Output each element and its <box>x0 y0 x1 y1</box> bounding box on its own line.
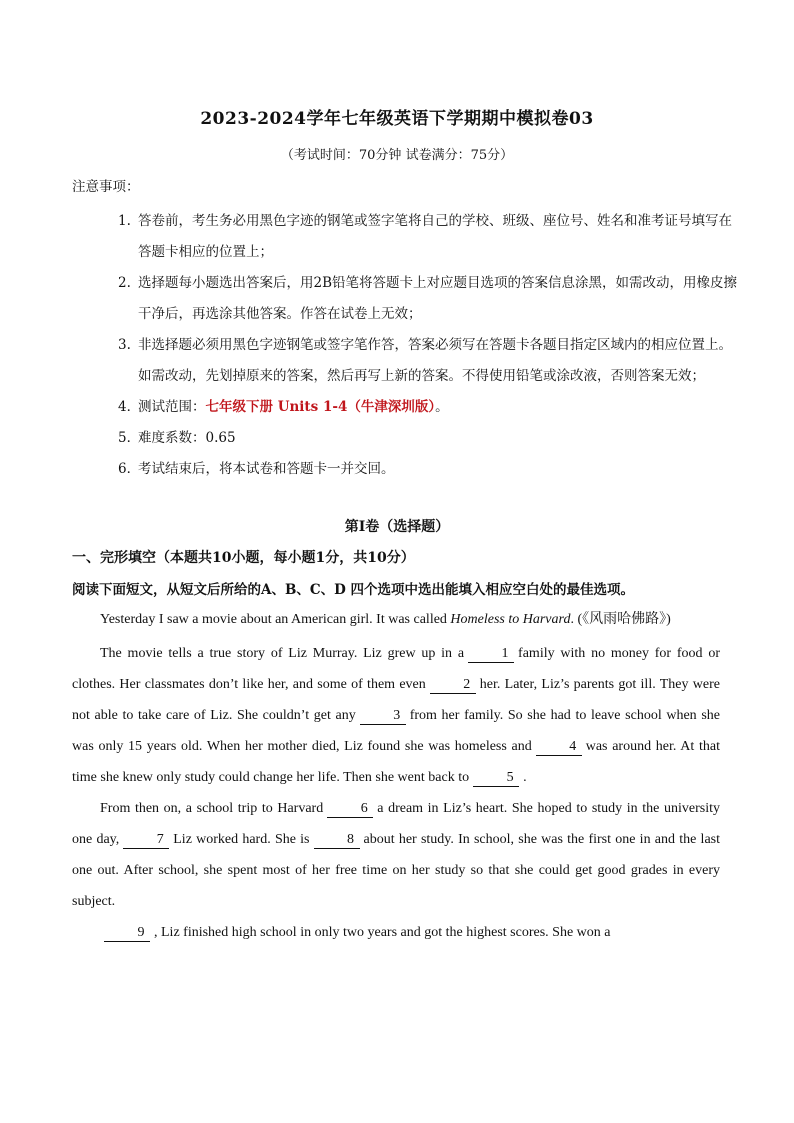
blank-6: 6 <box>327 801 373 818</box>
notes-list <box>118 206 738 485</box>
note-number: 2. <box>118 275 131 291</box>
passage-text: Liz worked hard. She is <box>173 832 310 847</box>
blank-5: 5 <box>473 770 519 787</box>
blank-2: 2 <box>430 677 476 694</box>
passage-text: , Liz finished high school in only two years and got the highest scores. She won a <box>154 925 611 940</box>
passage-text: her. Later, Liz’s parents got ill. They were not able to take care of Liz. She couldn’t get any <box>72 677 720 723</box>
passage-text: . <box>523 770 527 785</box>
passage-text: From then on, a school trip to Harvard <box>100 801 324 816</box>
note-text: 非选择题必须用黑色字迹钢笔或签字笔作答，答案必须写在答题卡各题目指定区域内的相应位置上。如需改动，先划掉原来的答案，然后再写上新的答案。不得使用铅笔或涂改液，否则答案无效； <box>138 337 732 384</box>
blank-7: 7 <box>123 832 169 849</box>
note-text: 考试结束后，将本试卷和答题卡一并交回。 <box>138 461 395 477</box>
blank-9: 9 <box>104 925 150 942</box>
note-item <box>118 454 738 485</box>
section-title: 第I卷（选择题） <box>344 519 450 535</box>
page-title: 2023-2024学年七年级英语下学期期中模拟卷03 <box>200 109 594 129</box>
passage-paragraph <box>72 604 720 635</box>
note-item <box>118 206 738 268</box>
movie-title: Homeless to Harvard <box>450 612 571 627</box>
note-item <box>118 392 738 423</box>
note-item <box>118 268 738 330</box>
test-scope-highlight: 七年级下册 Units 1-4（牛津深圳版） <box>205 399 436 415</box>
part-heading: 一、完形填空（本题共10小题，每小题1分，共10分） <box>72 550 415 566</box>
passage-text: family with no money for food or clothes. Her classmates don’t like her, and some of them even <box>72 646 720 692</box>
blank-1: 1 <box>468 646 514 663</box>
blank-4: 4 <box>536 739 582 756</box>
note-number: 3. <box>118 337 131 353</box>
passage-text: a dream in Liz’s heart. She hoped to study in the university one day, <box>72 801 721 847</box>
exam-info: （考试时间：70分钟 试卷满分：75分） <box>280 148 514 163</box>
instruction-text: 阅读下面短文，从短文后所给的A、B、C、D 四个选项中选出能填入相应空白处的最佳选项。 <box>72 582 635 598</box>
passage-paragraph <box>72 638 720 793</box>
note-text: 测试范围： <box>138 399 206 415</box>
note-number: 6． <box>118 461 141 477</box>
note-number: 4． <box>118 399 141 415</box>
reading-passage <box>72 604 720 948</box>
note-item <box>118 330 738 392</box>
passage-text: about her study. In school, she was the first one in and the last one out. After school, she spent most of her free time on her study so that she could get good grades in every subject. <box>72 832 721 909</box>
note-text: 。 <box>435 399 449 415</box>
passage-text: . (《风雨哈佛路》) <box>570 612 671 627</box>
note-text: 难度系数：0.65 <box>138 430 236 446</box>
blank-8: 8 <box>314 832 360 849</box>
passage-text: was around her. At that time she knew only study could change her life. Then she went back to <box>72 739 720 785</box>
passage-text: The movie tells a true story of Liz Murray. Liz grew up in a <box>100 646 465 661</box>
note-text: 答卷前，考生务必用黑色字迹的钢笔或签字笔将自己的学校、班级、座位号、姓名和准考证号填写在答题卡相应的位置上； <box>138 213 732 260</box>
notes-heading: 注意事项： <box>72 179 140 195</box>
passage-paragraph <box>72 917 720 948</box>
passage-paragraph <box>72 793 720 917</box>
note-number: 1. <box>118 213 131 229</box>
note-item <box>118 423 738 454</box>
blank-3: 3 <box>360 708 406 725</box>
note-number: 5． <box>118 430 141 446</box>
passage-text: Yesterday I saw a movie about an American girl. It was called <box>100 612 451 627</box>
note-text: 选择题每小题选出答案后，用2B铅笔将答题卡上对应题目选项的答案信息涂黑，如需改动，用橡皮擦干净后，再选涂其他答案。作答在试卷上无效； <box>138 275 738 322</box>
passage-text: from her family. So she had to leave school when she was only 15 years old. When her mother died, Liz found she was homeless and <box>72 708 720 754</box>
